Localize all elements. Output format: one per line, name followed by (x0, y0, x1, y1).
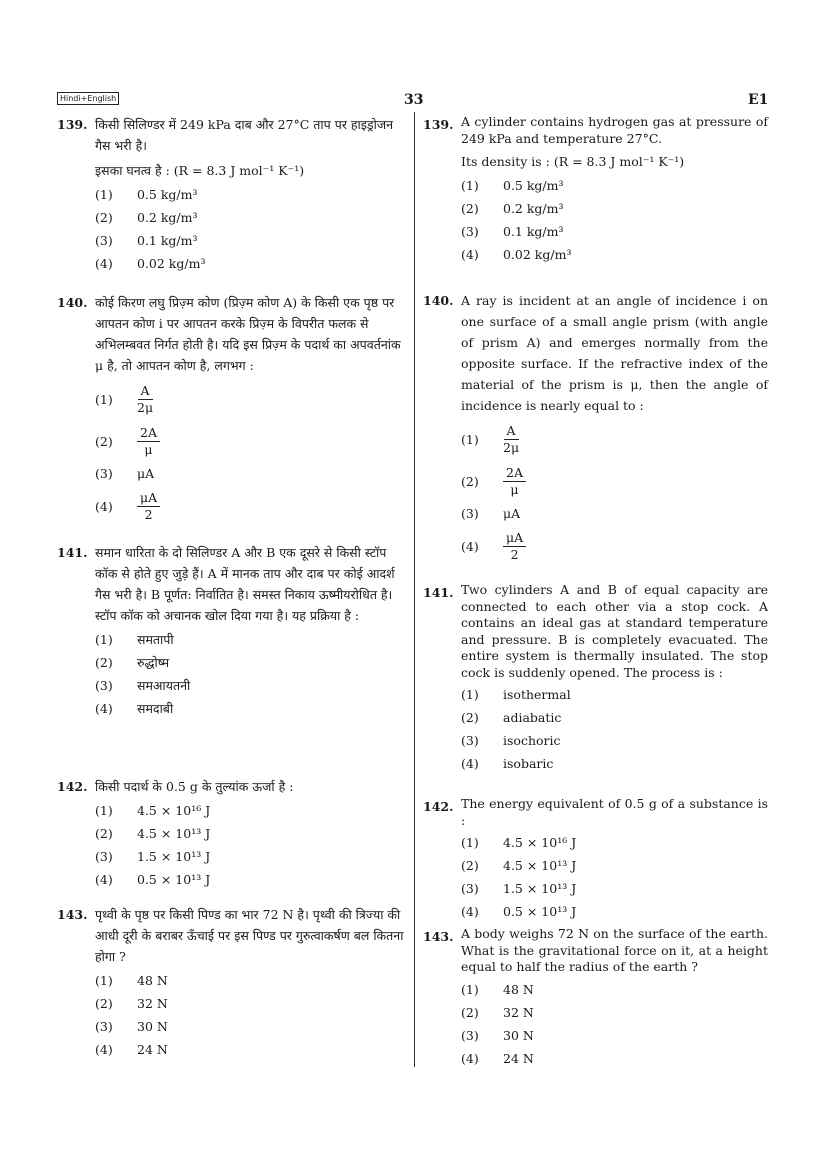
option-item (95, 845, 407, 868)
fraction-denominator: 2μ (503, 439, 520, 455)
option-number: (4) (95, 256, 113, 271)
fraction-denominator: μ (510, 481, 519, 497)
option-item (461, 525, 768, 567)
question-block (423, 582, 768, 775)
question-body (95, 542, 407, 720)
option-item (461, 729, 768, 752)
question-number: 142. (57, 779, 88, 794)
option-number: (2) (95, 210, 113, 225)
option-text: 0.5 kg/m³ (503, 178, 564, 193)
question-stem: पृथ्वी के पृष्ठ पर किसी पिण्ड का भार 72 N है। पृथ्वी की त्रिज्या की आधी दूरी के बराबर ऊँचाई पर इस पिण्ड पर गुरुत्वाकर्षण बल कितना होगा ? (95, 907, 404, 964)
option-number: (1) (95, 632, 113, 647)
question-body (95, 776, 407, 891)
option-item (461, 854, 768, 877)
option-number: (4) (95, 701, 113, 716)
option-text: 4.5 × 10¹⁶ J (137, 803, 211, 818)
options-list (461, 418, 768, 567)
option-text: समदाबी (137, 701, 174, 716)
options-list (95, 799, 407, 891)
option-item (461, 220, 768, 243)
fraction (137, 383, 153, 416)
option-number: (3) (461, 733, 479, 748)
question-subline: Its density is : (R = 8.3 J mol⁻¹ K⁻¹) (461, 154, 685, 169)
option-item (461, 978, 768, 1001)
fraction-denominator: 2 (144, 506, 153, 522)
option-item (461, 683, 768, 706)
option-item (461, 243, 768, 266)
option-number: (4) (461, 904, 479, 919)
option-item (95, 674, 407, 697)
question-body (461, 926, 768, 1070)
option-item (95, 868, 407, 891)
option-number: (4) (461, 247, 479, 262)
option-item (95, 1038, 407, 1061)
question-body (95, 292, 407, 527)
option-text: 32 N (503, 1004, 534, 1020)
options-list (95, 378, 407, 527)
option-item (95, 485, 407, 527)
option-text: 0.2 kg/m³ (137, 210, 198, 225)
fraction (137, 490, 160, 523)
option-item (95, 697, 407, 720)
question-stem: A cylinder contains hydrogen gas at pressure of 249 kPa and temperature 27°C. (461, 114, 768, 146)
option-item (95, 420, 407, 462)
fraction (503, 423, 519, 456)
option-text: isobaric (503, 756, 554, 771)
option-number: (3) (95, 466, 113, 481)
question-number: 139. (57, 117, 88, 132)
question-stem: Two cylinders A and B of equal capacity are connected to each other via a stop cock. A contains an ideal gas at standard temperature and pressure. B is completely evacuated. The entire system is thermally insulated. The stop cock is suddenly opened. The process is : (461, 582, 768, 680)
options-list (95, 969, 407, 1061)
option-item (461, 831, 768, 854)
option-number: (1) (461, 835, 479, 850)
question-block (423, 290, 768, 567)
option-text: 0.1 kg/m³ (503, 224, 564, 239)
options-list (461, 683, 768, 775)
option-item (461, 1024, 768, 1047)
question-block (57, 114, 407, 275)
option-number: (2) (461, 858, 479, 873)
option-item (95, 378, 407, 420)
option-item (461, 174, 768, 197)
question-subline: इसका घनत्व है : (R = 8.3 J mol⁻¹ K⁻¹) (95, 163, 305, 178)
question-stem: किसी सिलिण्डर में 249 kPa दाब और 27°C ताप पर हाइड्रोजन गैस भरी है। (95, 117, 394, 153)
option-number: (2) (95, 433, 113, 449)
option-text: 0.5 × 10¹³ J (503, 904, 577, 919)
option-text: 0.1 kg/m³ (137, 233, 198, 248)
question-stem: A ray is incident at an angle of incidence i on one surface of a small angle prism (with angle of prism A) and emerges normally from the opposite surface. If the refractive index of the material of the prism is μ, then the angle of incidence is nearly equal to : (461, 293, 768, 413)
options-list (461, 174, 768, 266)
option-item (461, 418, 768, 460)
question-block (423, 926, 768, 1070)
option-number: (1) (461, 431, 479, 447)
option-item (461, 1001, 768, 1024)
option-item (95, 206, 407, 229)
option-number: (4) (95, 1042, 113, 1057)
option-number: (2) (95, 655, 113, 670)
question-block (57, 542, 407, 720)
option-item (461, 877, 768, 900)
option-item (95, 252, 407, 275)
option-number: (1) (461, 178, 479, 193)
options-list (95, 183, 407, 275)
option-item (95, 229, 407, 252)
option-text: 1.5 × 10¹³ J (137, 849, 211, 864)
option-text: समआयतनी (137, 678, 191, 693)
option-number: (3) (95, 678, 113, 693)
fraction-numerator: μA (503, 530, 526, 547)
fraction (137, 425, 160, 458)
option-number: (3) (461, 881, 479, 896)
fraction-numerator: μA (137, 490, 160, 507)
option-number: (2) (461, 473, 479, 489)
option-item (95, 628, 407, 651)
option-item (461, 197, 768, 220)
option-item (461, 502, 768, 525)
option-number: (3) (95, 1019, 113, 1034)
fraction-denominator: μ (144, 441, 153, 457)
option-number: (1) (95, 973, 113, 988)
options-list (461, 978, 768, 1070)
option-text: isothermal (503, 687, 571, 702)
column-divider (414, 112, 415, 1067)
option-text: 4.5 × 10¹³ J (503, 858, 577, 873)
question-body (461, 582, 768, 775)
option-item (461, 752, 768, 775)
option-text: 30 N (503, 1027, 534, 1043)
option-text: 4.5 × 10¹³ J (137, 826, 211, 841)
option-number: (2) (461, 710, 479, 725)
option-number: (1) (95, 187, 113, 202)
option-item (461, 460, 768, 502)
option-text: 24 N (503, 1050, 534, 1066)
fraction-numerator: A (504, 423, 519, 440)
option-text: 1.5 × 10¹³ J (503, 881, 577, 896)
question-number: 140. (423, 293, 454, 308)
option-text: 0.2 kg/m³ (503, 201, 564, 216)
option-number: (3) (461, 224, 479, 239)
option-number: (4) (461, 1050, 479, 1066)
option-item (95, 799, 407, 822)
option-text: 0.5 × 10¹³ J (137, 872, 211, 887)
options-list (461, 831, 768, 923)
question-body (461, 290, 768, 567)
option-number: (1) (95, 803, 113, 818)
option-item (461, 1047, 768, 1070)
option-text: समतापी (137, 632, 174, 647)
fraction (503, 465, 526, 498)
option-text: 24 N (137, 1042, 168, 1057)
option-text: μA (137, 466, 155, 481)
question-stem: A body weighs 72 N on the surface of the earth. What is the gravitational force on it, at a height equal to half the radius of the earth ? (461, 926, 768, 974)
option-item (95, 651, 407, 674)
question-body (461, 114, 768, 266)
question-number: 141. (423, 585, 454, 600)
option-number: (3) (461, 506, 479, 521)
fraction-numerator: A (138, 383, 153, 400)
fraction-denominator: 2μ (137, 399, 154, 415)
question-stem: समान धारिता के दो सिलिण्डर A और B एक दूसरे से किसी स्टॉप कॉक से होते हुए जुड़े हैं। A में मानक ताप और दाब पर कोई आदर्श गैस भरी है। B पूर्णत: निर्वातित है। समस्त निकाय ऊष्मीयरोधित है। स्टॉप कॉक को अचानक खोल दिया गया है। यह प्रक्रिया है : (95, 545, 395, 623)
options-list (95, 628, 407, 720)
question-block (423, 796, 768, 923)
option-text: 30 N (137, 1019, 168, 1034)
option-number: (4) (95, 872, 113, 887)
option-number: (4) (461, 538, 479, 554)
question-number: 139. (423, 117, 454, 132)
option-number: (4) (95, 498, 113, 514)
option-number: (2) (95, 996, 113, 1011)
question-number: 143. (57, 907, 88, 922)
option-number: (1) (461, 687, 479, 702)
question-stem: The energy equivalent of 0.5 g of a substance is : (461, 796, 768, 828)
language-tag: Hindi+English (57, 92, 119, 105)
option-number: (2) (95, 826, 113, 841)
question-stem: कोई किरण लघु प्रिज़्म कोण (प्रिज़्म कोण A) के किसी एक पृष्ठ पर आपतन कोण i पर आपतन करके प्रिज़्म के विपरीत फलक से अभिलम्बवत निर्गत होती है। यदि इस प्रिज़्म के पदार्थ का अपवर्तनांक μ है, तो आपतन कोण है, लगभग : (95, 295, 401, 373)
option-number: (1) (461, 981, 479, 997)
option-text: 0.02 kg/m³ (503, 247, 572, 262)
option-text: 4.5 × 10¹⁶ J (503, 835, 577, 850)
option-text: 48 N (503, 981, 534, 997)
option-number: (2) (461, 1004, 479, 1020)
question-block (57, 292, 407, 527)
option-number: (4) (461, 756, 479, 771)
option-text: isochoric (503, 733, 561, 748)
option-text: 48 N (137, 973, 168, 988)
fraction-numerator: 2A (137, 425, 160, 442)
question-number: 142. (423, 799, 454, 814)
option-number: (3) (95, 233, 113, 248)
option-item (95, 1015, 407, 1038)
option-item (95, 462, 407, 485)
question-body (461, 796, 768, 923)
question-stem: किसी पदार्थ के 0.5 g के तुल्यांक ऊर्जा है : (95, 779, 294, 794)
option-text: 32 N (137, 996, 168, 1011)
fraction (503, 530, 526, 563)
option-number: (3) (461, 1027, 479, 1043)
option-item (95, 183, 407, 206)
option-item (95, 822, 407, 845)
question-block (423, 114, 768, 266)
option-text: 0.02 kg/m³ (137, 256, 206, 271)
option-text: 0.5 kg/m³ (137, 187, 198, 202)
option-number: (1) (95, 391, 113, 407)
option-number: (2) (461, 201, 479, 216)
fraction-denominator: 2 (510, 546, 519, 562)
question-number: 141. (57, 545, 88, 560)
page-number: 33 (404, 92, 424, 108)
option-text: μA (503, 506, 521, 521)
question-number: 140. (57, 295, 88, 310)
option-item (461, 706, 768, 729)
option-item (95, 969, 407, 992)
option-number: (3) (95, 849, 113, 864)
question-body (95, 904, 407, 1061)
option-item (461, 900, 768, 923)
question-block (57, 776, 407, 891)
option-item (95, 992, 407, 1015)
fraction-numerator: 2A (503, 465, 526, 482)
option-text: रुद्धोष्म (137, 655, 170, 670)
question-block (57, 904, 407, 1061)
paper-code: E1 (748, 92, 769, 108)
question-number: 143. (423, 929, 454, 944)
option-text: adiabatic (503, 710, 562, 725)
question-body (95, 114, 407, 275)
